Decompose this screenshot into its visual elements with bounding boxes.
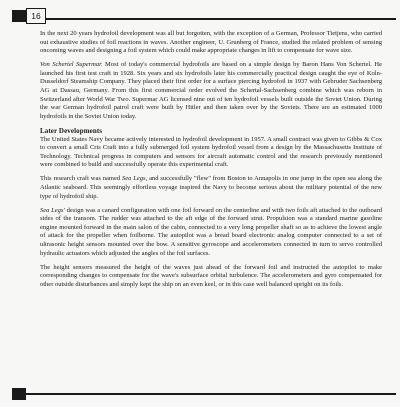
vessel-name: Sea Legs bbox=[122, 175, 146, 183]
section-heading: Later Developments bbox=[40, 126, 103, 135]
paragraph-sea-legs-a: This research craft was named bbox=[40, 175, 122, 183]
paragraph-sea-legs-design bbox=[40, 207, 382, 259]
paragraph-intro: In the next 20 years hydrofoil development was all but forgotten, with the exception of a German, Professor Tietjens, who carried out exhaustive studies of foil reactions in waves. Another engineer, U. Grunberg of France, studied the related problem of sensing oncoming waves and designing a foil system which could make appropriate changes in lift to compensate for wave size. bbox=[40, 30, 382, 55]
header-bar bbox=[12, 10, 26, 22]
paragraph-us-navy: The United States Navy became actively interested in hydrofoil development in 1957. A small contract was given to Gibbs & Cox to convert a small Cris Craft into a fully submerged foil system hydrofoil vessel from a design by the Massachusetts Institute of Technology. Technical progress in computers and sensors for aircraft automatic control and the research previously mentioned were combined to build and successfully operate this experimental craft. bbox=[40, 135, 382, 169]
paragraph-von-schertel-body: Most of today's commercial hydrofoils are based on a simple design by Baron Hans Von Schertel. He launched his first test craft in 1928. Six years and six hydrofoils later his commercially practical design caught the eye of Koln-Dusseldorf Steamship Company. They placed their first order for a surface piercing hydrofoil in 1937 with Gebruder Sachsenberg AG at Dassau, Germany. From this first commercial order evolved the Schertal-Sachsenberg combine which was reborn in Switzerland after World War Two. Supermar AG licensed nine out of ten hydrofoil vessels built outside the Soviet Union. During the war German hydrofoil patrol craft were built by Hitler and then taken over by the Soviets. There are an estimated 1000 hydrofoils in the Soviet Union today. bbox=[40, 61, 382, 120]
vessel-name-possessive: Sea Legs' bbox=[40, 206, 65, 214]
paragraph-sea-legs-voyage bbox=[40, 175, 382, 201]
paragraph-von-schertel bbox=[40, 61, 382, 121]
body-text bbox=[40, 30, 382, 295]
paragraph-lead-title: Von Schertel Supermar. bbox=[40, 61, 103, 69]
paragraph-height-sensors: The height sensors measured the height of the waves just ahead of the forward foil and instructed the autopilot to make corresponding changes to compensate for the wave's subsurface orbital turbulence. The accelerometers and gyro compensated for other outside disturbances and simply kept the ship on an even keel, or in this case well balanced upright on its foils. bbox=[40, 263, 382, 288]
header-rule bbox=[12, 18, 396, 20]
paragraph-sea-legs-design-body: design was a canard configuration with one foil forward on the centerline and with two foils aft attached to the outboard sides of the transom. The rudder was attached to the aft edge of the forward strut. Propulsion was a standard marine gasoline engine mounted forward in the main salon of the cabin, connected to a very long propeller shaft so as to achieve the lowest angle of attack for the propeller when foilborne. The autopilot was a bread board electronic analog computer connected to a set of ultrasonic height sensors mounted over the bow. A sensitive gyroscope and accelerometers connected in turn to servo controlled hydraulic actuators which adjusted the angles of the foil surfaces. bbox=[40, 206, 382, 257]
paragraph-sea-legs-b: , and successfully "flew" from Boston to Annapolis in one jump in the open sea along the Atlantic seaboard. This seemingly effortless voyage inspired the Navy to become serious about the military potential of the new type of hydrofoil ship. bbox=[40, 175, 383, 200]
footer-rule bbox=[12, 393, 396, 395]
page-number: 16 bbox=[26, 8, 46, 24]
